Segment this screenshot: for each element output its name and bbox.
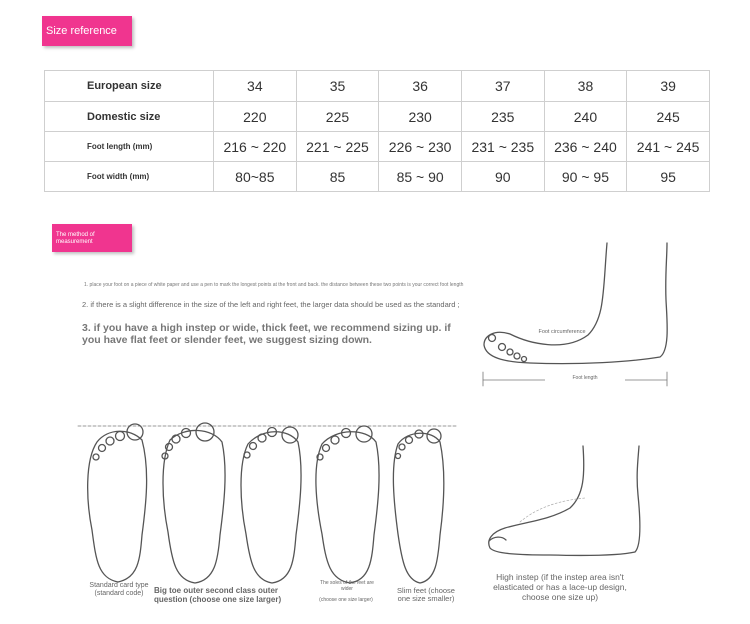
caption-standard: Standard card type (standard code) [89, 582, 149, 597]
size-cell: 38 [544, 71, 627, 102]
foot-sole-medium [241, 427, 301, 583]
side-foot-diagram [483, 243, 667, 386]
size-cell: 85 [296, 162, 379, 192]
size-cell: 90 ~ 95 [544, 162, 627, 192]
size-cell: 39 [627, 71, 710, 102]
size-cell: 221 ~ 225 [296, 132, 379, 162]
size-reference-label: Size reference [46, 25, 117, 37]
size-cell: 35 [296, 71, 379, 102]
caption-high-instep: High instep (if the instep area isn't elasticated or has a lace-up design, choose one size up) [493, 572, 627, 602]
size-cell: 236 ~ 240 [544, 132, 627, 162]
high-instep-diagram [489, 446, 640, 555]
row-header: Foot length (mm) [45, 132, 214, 162]
instruction-step-2: 2. if there is a slight difference in the size of the left and right feet, the larger data should be used as the standard ; [82, 300, 460, 309]
foot-sole-big-toe [162, 423, 225, 583]
caption-wide-sole: The soles of the feet are wider [320, 580, 374, 592]
size-cell: 85 ~ 90 [379, 162, 462, 192]
size-cell: 36 [379, 71, 462, 102]
size-cell: 225 [296, 102, 379, 132]
caption-big-toe: Big toe outer second class outer question (choose one size larger) [154, 586, 282, 604]
row-header: Foot width (mm) [45, 162, 214, 192]
size-cell: 220 [214, 102, 297, 132]
caption-slim: Slim feet (choose one size smaller) [397, 586, 455, 603]
foot-circumference-label: Foot circumference [538, 329, 586, 335]
row-header: European size [45, 71, 214, 102]
row-header: Domestic size [45, 102, 214, 132]
size-cell: 230 [379, 102, 462, 132]
foot-length-label: Foot length [545, 375, 625, 381]
size-cell: 226 ~ 230 [379, 132, 462, 162]
size-cell: 95 [627, 162, 710, 192]
size-cell: 90 [461, 162, 544, 192]
size-cell: 245 [627, 102, 710, 132]
size-cell: 80~85 [214, 162, 297, 192]
foot-sole-slim [393, 429, 443, 583]
measurement-method-label: The method of measurement [56, 232, 95, 245]
size-cell: 235 [461, 102, 544, 132]
size-cell: 241 ~ 245 [627, 132, 710, 162]
instruction-step-1: 1. place your foot on a piece of white paper and use a pen to mark the longest points at the front and back. the distance between these two points is your correct foot length [84, 282, 464, 288]
caption-wide-sole-size: (choose one size larger) [319, 597, 373, 603]
size-cell: 231 ~ 235 [461, 132, 544, 162]
size-cell: 216 ~ 220 [214, 132, 297, 162]
size-cell: 37 [461, 71, 544, 102]
size-cell: 240 [544, 102, 627, 132]
size-cell: 34 [214, 71, 297, 102]
foot-sole-standard [88, 424, 147, 582]
foot-sole-wide [316, 426, 379, 583]
instruction-step-3: 3. if you have a high instep or wide, thick feet, we recommend sizing up. if you have flat feet or slender feet, we suggest sizing down. [82, 322, 451, 346]
